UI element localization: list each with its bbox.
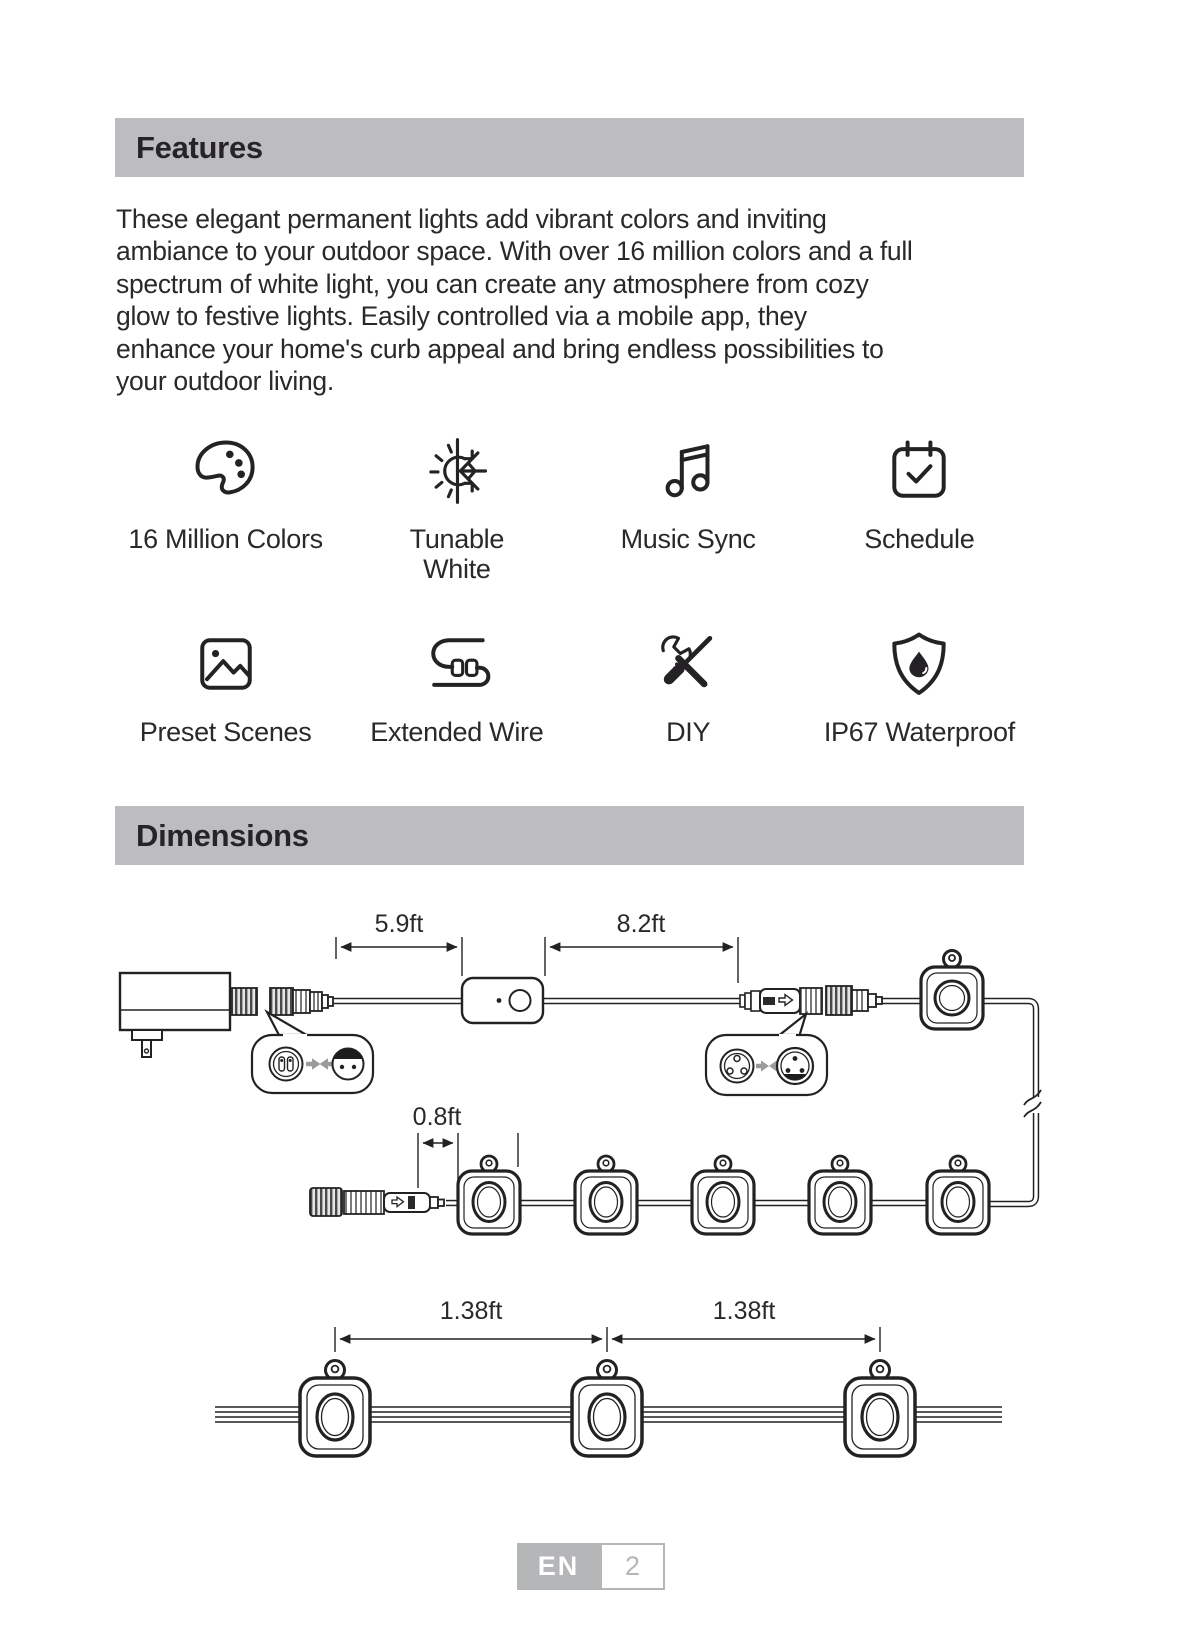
- light-module: [575, 1156, 637, 1234]
- power-adapter: [120, 973, 257, 1057]
- feature-item: [110, 433, 341, 584]
- feature-item: [110, 626, 341, 747]
- dimension-label: 1.38ft: [439, 1297, 503, 1325]
- extended-wire-icon: [419, 626, 495, 702]
- feature-item: [341, 626, 572, 747]
- feature-label: IP67 Waterproof: [823, 717, 1015, 747]
- waterproof-shield-icon: [881, 626, 957, 702]
- feature-label: Tunable White: [409, 524, 505, 584]
- dimension-adapter-to-controller: [336, 910, 462, 976]
- palette-icon: [188, 433, 264, 509]
- feature-label: Preset Scenes: [139, 717, 312, 747]
- dimension-light-spacing-b: [612, 1297, 880, 1352]
- feature-item: [573, 626, 804, 747]
- feature-label: Schedule: [864, 524, 975, 554]
- light-module: [458, 1156, 520, 1234]
- paragraph-line: enhance your home's curb appeal and bring endless possibilities to: [116, 333, 884, 364]
- paragraph-line: These elegant permanent lights add vibrant colors and inviting: [116, 204, 827, 234]
- dimension-light-spacing-a: [335, 1297, 607, 1352]
- light-module: [300, 1361, 370, 1457]
- paragraph-line: spectrum of white light, you can create any atmosphere from cozy: [116, 268, 869, 299]
- dimension-label: 0.8ft: [412, 1103, 462, 1131]
- light-module: [921, 951, 983, 1030]
- two-pin-connector: [270, 988, 333, 1015]
- dimension-label: 1.38ft: [712, 1297, 776, 1325]
- feature-item: [573, 433, 804, 584]
- preset-scenes-icon: [188, 626, 264, 702]
- page-number: 2: [600, 1543, 665, 1590]
- diy-tools-icon: [650, 626, 726, 702]
- feature-label: Extended Wire: [370, 717, 544, 747]
- three-pin-connector-callout: [706, 1014, 827, 1095]
- page-footer: [517, 1543, 665, 1590]
- two-pin-connector-callout: [252, 1012, 373, 1093]
- feature-label: Music Sync: [620, 524, 756, 554]
- dimensions-title: Dimensions: [136, 817, 309, 853]
- light-module-spacing-row: [300, 1361, 915, 1457]
- paragraph-line: your outdoor living.: [116, 366, 334, 397]
- paragraph-line: ambiance to your outdoor space. With over 16 million colors and a full: [116, 236, 913, 267]
- light-module: [809, 1156, 871, 1234]
- calendar-check-icon: [881, 433, 957, 509]
- light-module: [572, 1361, 642, 1457]
- features-section-header: [115, 118, 1024, 177]
- string-input-connector: [310, 1188, 444, 1216]
- feature-label: DIY: [666, 717, 711, 747]
- dimension-controller-to-connector: [545, 910, 738, 983]
- light-module-row: [458, 1156, 989, 1234]
- feature-item: [804, 433, 1035, 584]
- feature-item: [804, 626, 1035, 747]
- language-badge: EN: [517, 1543, 600, 1590]
- feature-item: [341, 433, 572, 584]
- three-pin-connector: [740, 986, 882, 1015]
- light-module: [845, 1361, 915, 1457]
- tunable-white-icon: [419, 433, 495, 509]
- feature-label: 16 Million Colors: [128, 524, 323, 554]
- dimensions-diagram: [0, 855, 1181, 1495]
- light-module: [692, 1156, 754, 1234]
- features-title: Features: [136, 129, 263, 165]
- music-notes-icon: [650, 433, 726, 509]
- features-grid: [110, 433, 1035, 747]
- paragraph-line: glow to festive lights. Easily controlled via a mobile app, they: [116, 301, 807, 332]
- dimension-label: 8.2ft: [616, 910, 666, 938]
- light-module: [927, 1156, 989, 1234]
- dimension-label: 5.9ft: [374, 910, 424, 938]
- wifi-controller: [462, 978, 543, 1023]
- features-description: [116, 203, 1056, 397]
